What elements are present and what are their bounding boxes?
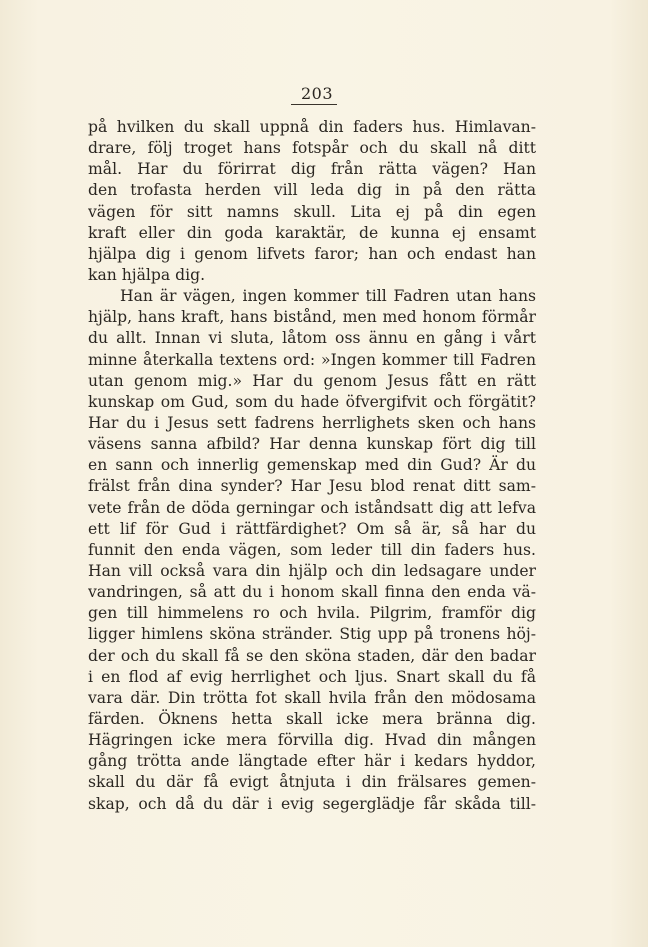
page-number: 203 — [300, 84, 334, 103]
text-line: funnit den enda vägen, som leder till din faders hus. — [88, 540, 536, 559]
text-line: Har du i Jesus sett fadrens herrlighets sken och hans — [88, 413, 536, 432]
text-line: färden. Öknens hetta skall icke mera bränna dig. — [88, 709, 536, 728]
text-line: Hägringen icke mera förvilla dig. Hvad din mången — [88, 731, 536, 750]
page-number-rule — [291, 104, 337, 105]
text-line: Han vill också vara din hjälp och din ledsagare under — [88, 561, 536, 580]
text-line: mål. Har du förirrat dig från rätta vägen? Han — [88, 160, 536, 179]
text-line: kraft eller din goda karaktär, de kunna ej ensamt — [88, 223, 536, 242]
text-line: vägen för sitt namns skull. Lita ej på din egen — [88, 202, 536, 221]
text-line: der och du skall få se den sköna staden, där den badar — [88, 646, 536, 665]
text-line: hjälpa dig i genom lifvets faror; han och endast han — [88, 244, 536, 263]
text-line: ligger himlens sköna stränder. Stig upp på tronens höj- — [88, 625, 536, 644]
text-line: kunskap om Gud, som du hade öfvergifvit och förgätit? — [88, 392, 536, 411]
text-line: på hvilken du skall uppnå din faders hus. Himlavan- — [88, 118, 536, 136]
text-line: minne återkalla textens ord: »Ingen kommer till Fadren — [88, 350, 536, 369]
text-line: kan hjälpa dig. — [88, 265, 206, 284]
text-line: drare, följ troget hans fotspår och du skall nå ditt — [88, 139, 536, 158]
text-line: du allt. Innan vi sluta, låtom oss ännu en gång i vårt — [88, 329, 536, 348]
text-line: skap, och då du där i evig segerglädje får skåda till- — [88, 794, 536, 813]
text-line: ett lif för Gud i rättfärdighet? Om så är, så har du — [88, 519, 536, 538]
text-line: gen till himmelens ro och hvila. Pilgrim, framför dig — [88, 604, 536, 623]
text-line: vandringen, så att du i honom skall finna den enda vä- — [88, 583, 536, 602]
text-line: väsens sanna afbild? Har denna kunskap fört dig till — [88, 435, 536, 454]
text-line: en sann och innerlig gemenskap med din Gud? Är du — [88, 456, 536, 475]
text-line: skall du där få evigt åtnjuta i din frälsares gemen- — [88, 773, 536, 792]
text-line: den trofasta herden vill leda dig in på den rätta — [88, 181, 536, 200]
text-line: vete från de döda gerningar och iståndsatt dig att lefva — [88, 498, 536, 517]
body-text — [88, 117, 536, 815]
text-line: Han är vägen, ingen kommer till Fadren utan hans — [120, 287, 536, 306]
text-line: frälst från dina synder? Har Jesu blod renat ditt sam- — [88, 477, 536, 496]
text-line: utan genom mig.» Har du genom Jesus fått en rätt — [88, 371, 536, 390]
text-line: hjälp, hans kraft, hans bistånd, men med honom förmår — [88, 308, 536, 327]
text-line: i en flod af evig herrlighet och ljus. Snart skall du få — [88, 667, 536, 686]
text-line: gång trötta ande längtade efter här i kedars hyddor, — [88, 752, 536, 771]
text-line: vara där. Din trötta fot skall hvila från den mödosama — [88, 688, 536, 707]
